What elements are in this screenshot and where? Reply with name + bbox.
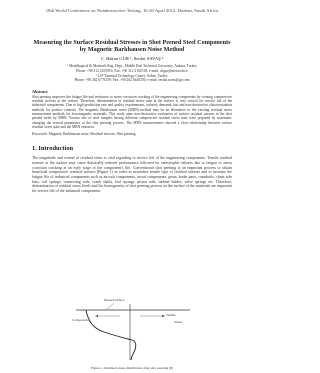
affiliation-line: Phone: +90 312 2105916; Fax: +90 312 2102518; e-mail: chgur@metu.edu.tr xyxy=(76,69,188,73)
affiliation-line: ² LIF Tarımsal Technology Center, Gebze, Turkey xyxy=(96,73,168,78)
residual-stress-diagram xyxy=(70,298,196,363)
paper-title: Measuring the Surface Residual Stresses in Shot Peened Steel Components by Magnetic Barkhausen Noise Method xyxy=(33,39,231,54)
peened-surface-pointer xyxy=(106,303,114,310)
compressive-arrowhead xyxy=(95,315,98,317)
tensile-label: Tensile xyxy=(166,313,176,317)
stress-label: Stress xyxy=(174,320,183,324)
paper-authors: C. Hakan GÜR ¹, Serdar SAVAŞ ² xyxy=(100,56,164,62)
peened-surface-label: Peened surface xyxy=(104,298,125,302)
tensile-arrowhead xyxy=(162,315,165,317)
conference-header: 18th World Conference on Nondestructive Testing, 16-20 April 2012, Durban, South Africa xyxy=(45,8,219,13)
affiliations xyxy=(32,64,232,82)
stress-curve xyxy=(86,310,136,360)
section-heading: 1. Introduction xyxy=(32,145,74,153)
keywords: Keywords: Magnetic Barkhausen noise, Residual stresses, Shot peening xyxy=(32,132,136,137)
abstract-heading: Abstract xyxy=(32,88,48,94)
affiliation-line: ¹ Metallurgical & Materials Eng. Dept., Middle East Technical University, Ankara, Turkey xyxy=(67,64,197,69)
compressive-label: Compressive xyxy=(72,318,90,322)
abstract-text: Shot peening improves the fatigue life and resistance to stress-corrosion cracking of the engineering components by creating compressive residual stresses at the surface. Therefore, determination of residual stress state at the surface is very critical for service life of the industrial components. Due to high production rate and quality requirements, industry demands fast and non-destructive characterization methods for product controls. The magnetic Barkhausen noise (MBN) method may be an alternative to the existing residual stress measurement methods for ferromagnetic materials. This study aims non-destructive evaluation of surface residual stresses in the shot peened steels by MBN. Various sets of steel samples having different compressive residual stress state were prepared by systematic changing the several parameters of the shot peening process. The MBN measurements showed a clear relationship between surface residual stress state and the MBN emission. xyxy=(32,94,232,129)
section-body: The magnitude and extend of residual stress is vital regarding to service life of the engineering components. Tensile residual stresses at the surface may cause drastically reduced performance followed by catastrophic failures due to fatigue or stress corrosion cracking at an early stage of the component's life. Conventional shot peening is an important process to obtain beneficial compressive residual stresses (Figure 1) in order to neutralize tensile type of residual stresses and to increase the fatigue life of industrial components such as aircraft components, arcraf components, gears, brake parts, camshafts, chain side bars, coil springs, connecting rods, crank shafts, leaf springs, piston rods, turbine blades, valve springs etc. Therefore, determination of residual stress levels and the homogeneity of shot peening process on the surface of the materials are important for service life of the industrial components. xyxy=(32,156,232,194)
residual-stress-figure xyxy=(70,298,196,363)
figure-caption: Figure 1. Residual stress distribution after shot peening [8] xyxy=(90,366,174,370)
affiliation-line: Phone: +90 262 6776159; Fax: +90 262 6440350; e-mail: serdar.savas@ge.com xyxy=(74,78,190,83)
